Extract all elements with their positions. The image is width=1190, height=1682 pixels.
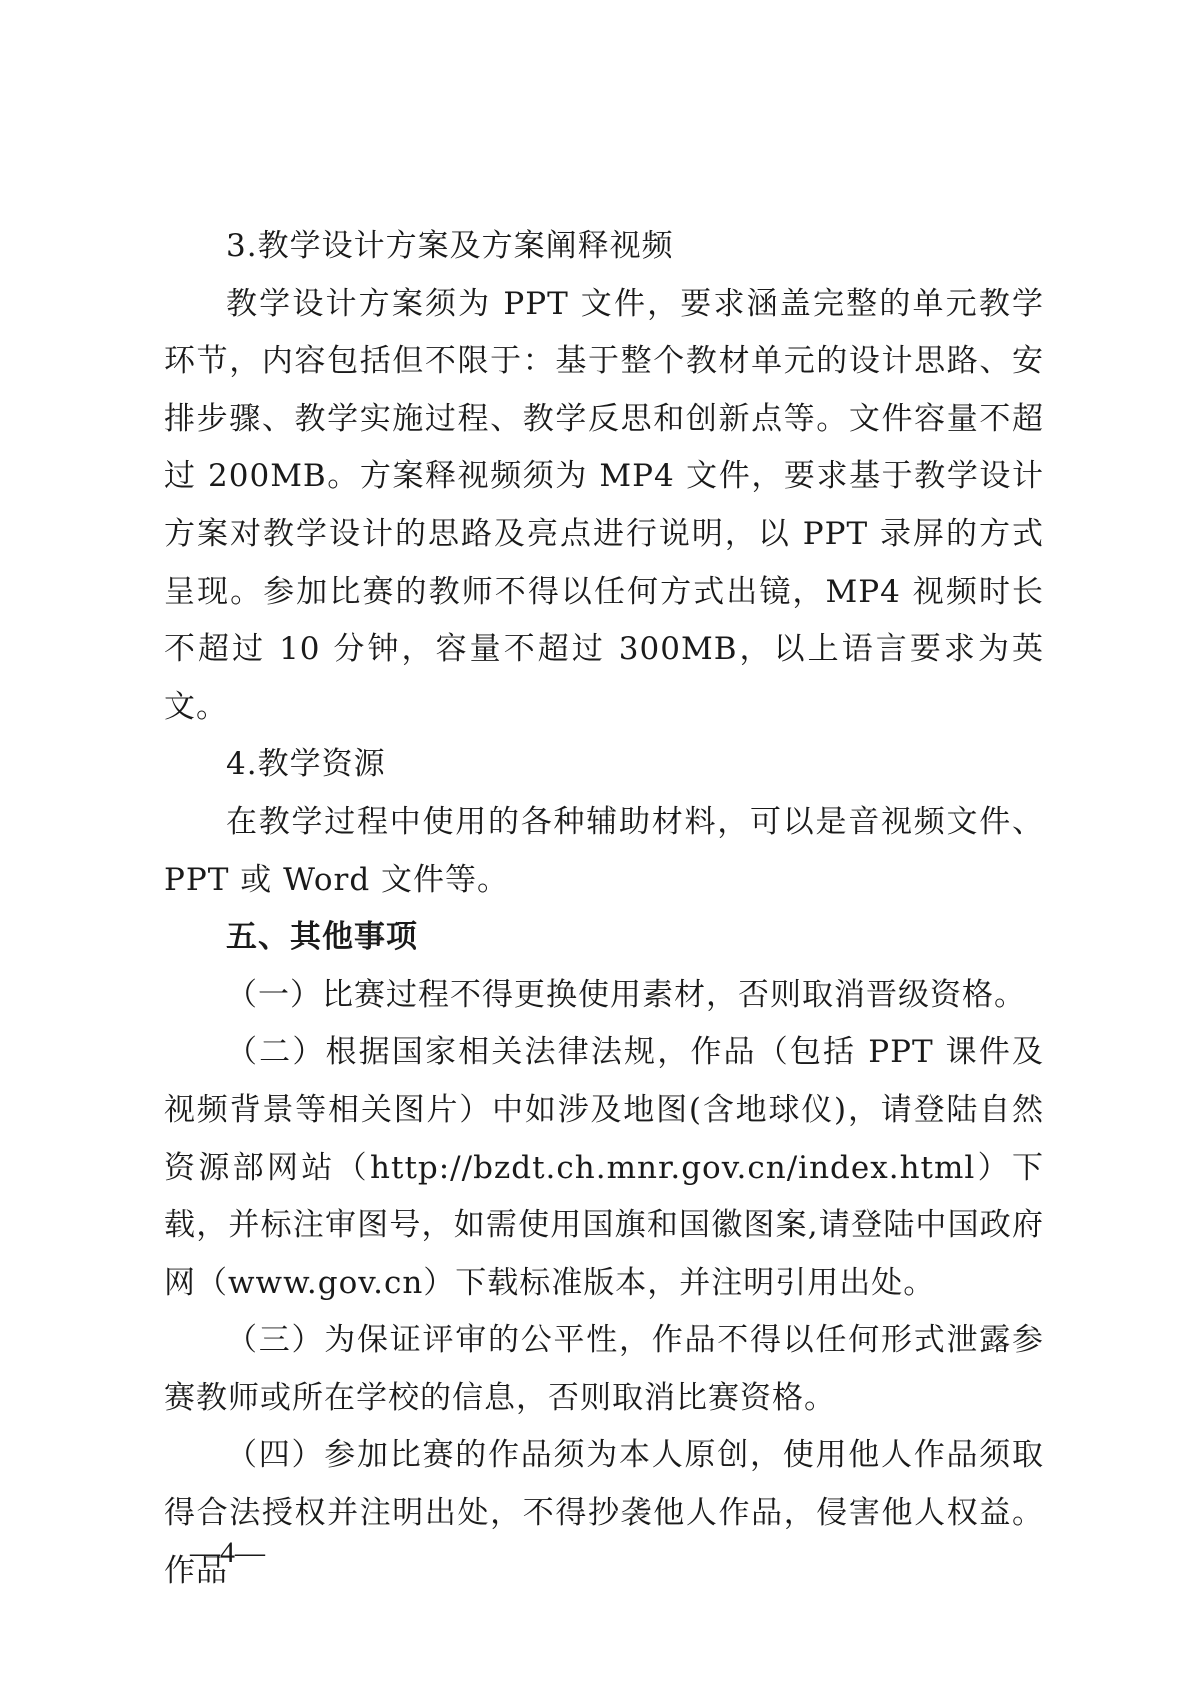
section-5-item-3: （三）为保证评审的公平性，作品不得以任何形式泄露参赛教师或所在学校的信息，否则取消比赛资格。: [164, 1322, 1044, 1416]
section-5-item-4: （四）参加比赛的作品须为本人原创，使用他人作品须取得合法授权并注明出处，不得抄袭他人作品，侵害他人权益。作品: [164, 1437, 1044, 1589]
section-4-paragraph: 在教学过程中使用的各种辅助材料，可以是音视频文件、PPT 或 Word 文件等。: [164, 803, 1044, 898]
section-3-heading: 3.教学设计方案及方案阐释视频: [226, 228, 674, 264]
section-5-item-1: （一）比赛过程不得更换使用素材，否则取消晋级资格。: [226, 976, 1026, 1013]
section-4-heading: 4.教学资源: [226, 746, 386, 783]
section-5-heading: 五、其他事项: [226, 919, 418, 956]
section-3-paragraph: 教学设计方案须为 PPT 文件，要求涵盖完整的单元教学环节，内容包括但不限于：基于整个教材单元的设计思路、安排步骤、教学实施过程、教学反思和创新点等。文件容量不超过 200MB。方案释视频须为 MP4 文件，要求基于教学设计方案对教学设计的思路及亮点进行说明，以 PPT 录屏的方式呈现。参加比赛的教师不得以任何方式出镜，MP4 视频时长不超过 10 分钟，容量不超过 300MB，以上语言要求为英文。: [164, 285, 1044, 725]
page-number: —4—: [190, 1536, 265, 1569]
section-5-item-2: （二）根据国家相关法律法规，作品（包括 PPT 课件及视频背景等相关图片）中如涉及地图(含地球仪)，请登陆自然资源部网站（http://bzdt.ch.mnr.gov.cn/index.html）下载，并标注审图号，如需使用国旗和国徽图案,请登陆中国政府网（www.gov.cn）下载标准版本，并注明引用出处。: [164, 1034, 1044, 1301]
document-body: [164, 218, 1044, 1600]
